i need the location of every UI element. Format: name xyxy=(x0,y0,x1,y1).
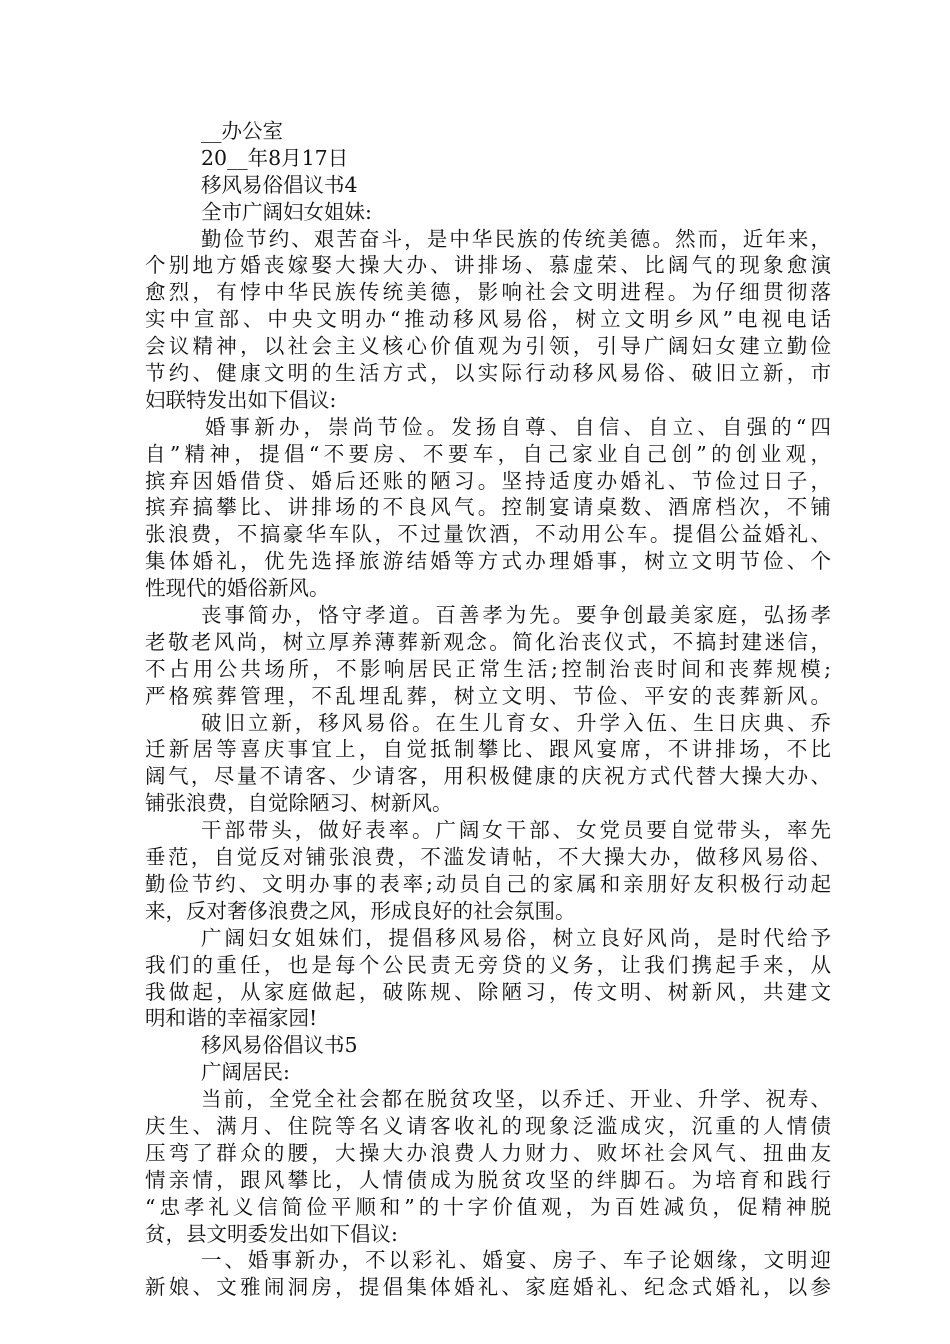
text-line: 当前，全党全社会都在脱贫攻坚，以乔迁、开业、升学、祝寿、 xyxy=(201,1087,831,1112)
text-line: 移风易俗倡议书4 xyxy=(201,172,358,197)
text-line: 集体婚礼，优先选择旅游结婚等方式办理婚事，树立文明节俭、个 xyxy=(145,549,831,574)
text-line: 张浪费，不搞豪华车队，不过量饮酒，不动用公车。提倡公益婚礼、 xyxy=(145,522,831,547)
text-line: 节约、健康文明的生活方式，以实际行动移风易俗、破旧立新，市 xyxy=(145,361,831,386)
text-line: 勤俭节约、艰苦奋斗，是中华民族的传统美德。然而，近年来， xyxy=(201,226,831,251)
text-line: 妇联特发出如下倡议: xyxy=(145,387,337,412)
text-line: 愈烈，有悖中华民族传统美德，影响社会文明进程。为仔细贯彻落 xyxy=(145,280,831,305)
text-line: 全市广阔妇女姐妹: xyxy=(201,199,372,224)
text-line: 摈弃因婚借贷、婚后还账的陋习。坚持适度办婚礼、节俭过日子， xyxy=(145,468,831,493)
document-body xyxy=(145,118,831,1301)
text-line: 新娘、文雅闹洞房，提倡集体婚礼、家庭婚礼、纪念式婚礼，以参 xyxy=(145,1275,831,1300)
text-line: 庆生、满月、住院等名义请客收礼的现象泛滥成灾，沉重的人情债 xyxy=(145,1113,831,1138)
text-line: 不占用公共场所，不影响居民正常生活;控制治丧时间和丧葬规模; xyxy=(145,656,831,681)
text-line: __办公室 xyxy=(201,119,283,143)
text-line: 自”精神，提倡“不要房、不要车，自己家业自己创”的创业观， xyxy=(145,441,831,466)
text-line: 摈弃搞攀比、讲排场的不良风气。控制宴请桌数、酒席档次，不铺 xyxy=(145,495,831,520)
text-line: 来，反对奢侈浪费之风，形成良好的社会氛围。 xyxy=(145,898,576,923)
text-line: 垂范，自觉反对铺张浪费，不滥发请帖，不大操大办，做移风易俗、 xyxy=(145,845,831,870)
text-line: “忠孝礼义信简俭平顺和”的十字价值观，为百姓减负，促精神脱 xyxy=(145,1194,831,1219)
text-line: 会议精神，以社会主义核心价值观为引领，引导广阔妇女建立勤俭 xyxy=(145,334,831,359)
text-line: 20__年8月17日 xyxy=(201,145,349,170)
text-line: 我们的重任，也是每个公民责无旁贷的义务，让我们携起手来，从 xyxy=(145,952,831,977)
text-line: 实中宣部、中央文明办“推动移风易俗，树立文明乡风”电视电话 xyxy=(145,307,831,332)
text-line: 压弯了群众的腰，大操大办浪费人力财力、败坏社会风气、扭曲友 xyxy=(145,1140,831,1165)
text-line: 勤俭节约、文明办事的表率;动员自己的家属和亲朋好友积极行动起 xyxy=(145,871,831,896)
text-line: 明和谐的幸福家园! xyxy=(145,1006,318,1031)
text-line: 广阔居民: xyxy=(201,1060,290,1085)
text-line: 我做起，从家庭做起，破陈规、除陋习，传文明、树新风，共建文 xyxy=(145,979,831,1004)
text-line: 老敬老风尚，树立厚养薄葬新观念。简化治丧仪式，不搞封建迷信， xyxy=(145,629,831,654)
text-line: 婚事新办，崇尚节俭。发扬自尊、自信、自立、自强的“四 xyxy=(205,414,831,439)
text-line: 阔气，尽量不请客、少请客，用积极健康的庆祝方式代替大操大办、 xyxy=(145,764,831,789)
text-line: 广阔妇女姐妹们，提倡移风易俗，树立良好风尚，是时代给予 xyxy=(201,925,831,950)
text-line: 丧事简办，恪守孝道。百善孝为先。要争创最美家庭，弘扬孝 xyxy=(201,603,831,628)
text-line: 一、婚事新办，不以彩礼、婚宴、房子、车子论姻缘，文明迎 xyxy=(201,1248,831,1273)
text-line: 破旧立新，移风易俗。在生儿育女、升学入伍、生日庆典、乔 xyxy=(201,710,831,735)
text-line: 干部带头，做好表率。广阔女干部、女党员要自觉带头，率先 xyxy=(201,818,831,843)
text-line: 严格殡葬管理，不乱埋乱葬，树立文明、节俭、平安的丧葬新风。 xyxy=(145,683,831,708)
text-line: 情亲情，跟风攀比，人情债成为脱贫攻坚的绊脚石。为培育和践行 xyxy=(145,1167,831,1192)
text-line: 迁新居等喜庆事宜上，自觉抵制攀比、跟风宴席，不讲排场，不比 xyxy=(145,737,831,762)
text-line: 铺张浪费，自觉除陋习、树新风。 xyxy=(145,791,453,816)
text-line: 性现代的婚俗新风。 xyxy=(145,576,330,601)
text-line: 个别地方婚丧嫁娶大操大办、讲排场、慕虚荣、比阔气的现象愈演 xyxy=(145,253,831,278)
text-line: 贫，县文明委发出如下倡议: xyxy=(145,1221,398,1246)
text-line: 移风易俗倡议书5 xyxy=(201,1033,358,1058)
